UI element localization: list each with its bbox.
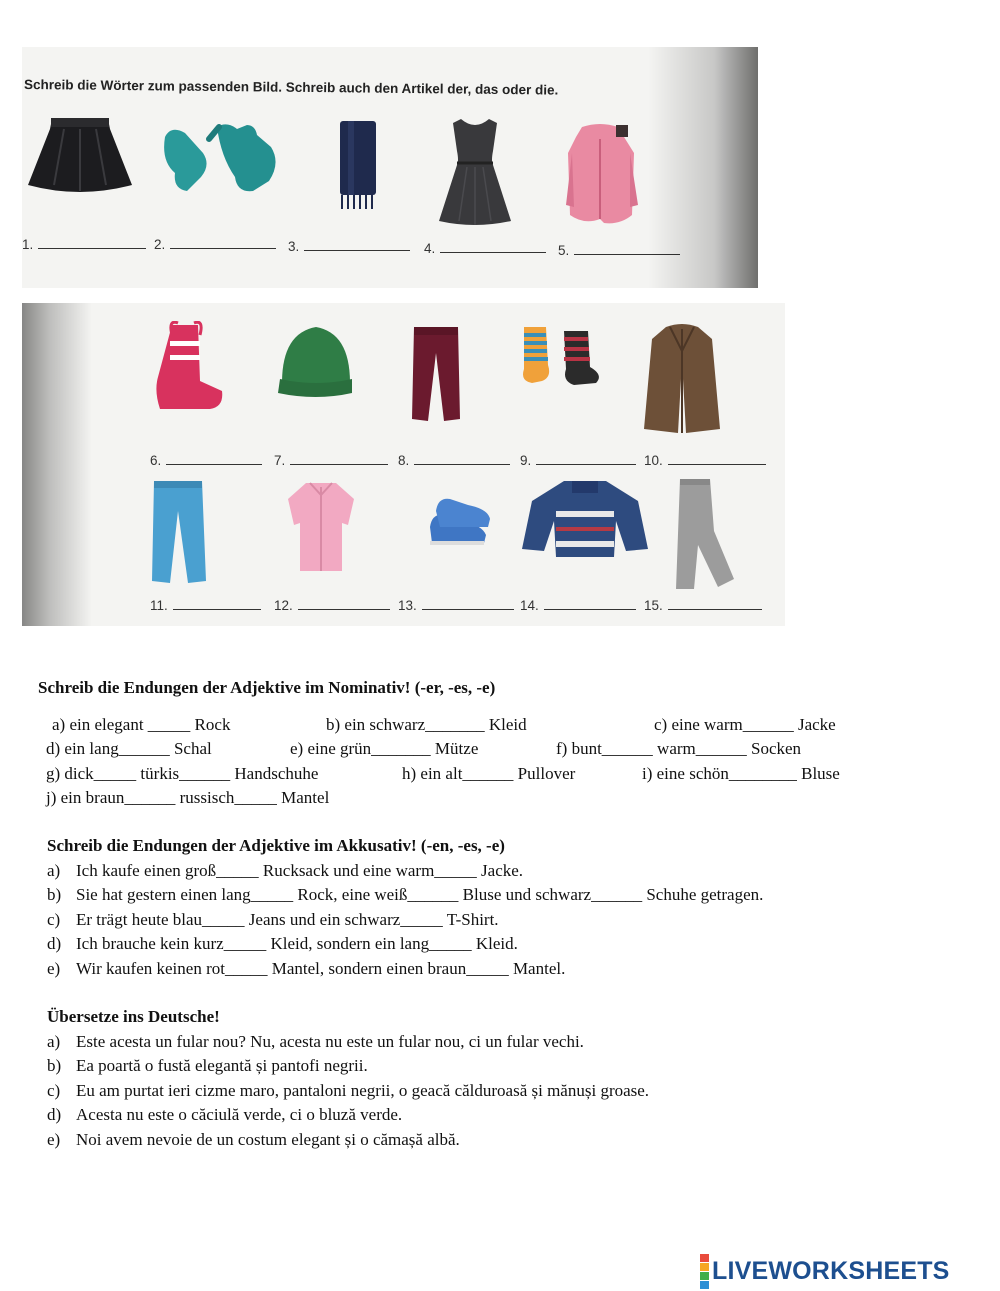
beanie-icon	[276, 323, 354, 397]
answer-blank-14[interactable]: 14.	[520, 598, 636, 613]
nominativ-row	[38, 713, 938, 738]
translate-section	[47, 1005, 947, 1152]
translate-item: c) Eu am purtat ieri cizme maro, pantaloni negrii, o geacă călduroasă și mănuși groase.	[47, 1080, 650, 1100]
nominativ-row	[38, 737, 938, 762]
vocabulary-image-top	[22, 47, 758, 288]
socks-icon	[518, 321, 614, 389]
answer-blank-6[interactable]: 6.	[150, 453, 262, 468]
akkusativ-section	[47, 834, 947, 981]
trousers-icon	[408, 323, 464, 427]
winter-boots-icon	[150, 321, 226, 413]
answer-blank-15[interactable]: 15.	[644, 598, 762, 613]
gloves-icon	[157, 117, 282, 195]
akkusativ-title: Schreib die Endungen der Adjektive im Akkusativ! (-en, -es, -e)	[47, 836, 505, 855]
answer-blank-3[interactable]: 3.	[288, 239, 410, 254]
skirt-icon	[24, 115, 136, 197]
nominativ-row	[38, 762, 938, 787]
jeans-icon	[148, 477, 208, 587]
answer-blank-7[interactable]: 7.	[274, 453, 388, 468]
answer-blank-4[interactable]: 4.	[424, 241, 546, 256]
nominativ-item-b: b) ein schwarz_______ Kleid	[326, 714, 527, 734]
nominativ-section	[38, 676, 938, 811]
jacket-icon	[560, 119, 642, 227]
answer-blank-1[interactable]: 1.	[22, 237, 146, 252]
nominativ-item-g: g) dick_____ türkis______ Handschuhe	[46, 763, 319, 783]
logo-blocks-icon	[700, 1254, 709, 1289]
blouse-icon	[284, 479, 358, 575]
nominativ-title: Schreib die Endungen der Adjektive im Nominativ! (-er, -es, -e)	[38, 678, 496, 697]
akkusativ-item: c) Er trägt heute blau_____ Jeans und ein schwarz_____ T-Shirt.	[47, 909, 499, 929]
grey-trousers-icon	[672, 475, 736, 593]
sneakers-icon	[426, 487, 494, 551]
nominativ-item-e: e) eine grün_______ Mütze	[290, 739, 479, 758]
coat-icon	[642, 321, 722, 437]
answer-blank-12[interactable]: 12.	[274, 598, 390, 613]
akkusativ-item: e) Wir kaufen keinen rot_____ Mantel, sondern einen braun_____ Mantel.	[47, 958, 566, 978]
translate-item: d) Acesta nu este o căciulă verde, ci o bluză verde.	[47, 1105, 403, 1124]
nominativ-item-c: c) eine warm______ Jacke	[654, 714, 836, 734]
liveworksheets-logo[interactable]	[700, 1256, 950, 1286]
akkusativ-item: a) Ich kaufe einen groß_____ Rucksack und eine warm_____ Jacke.	[47, 860, 524, 880]
nominativ-item-a: a) ein elegant _____ Rock	[52, 714, 231, 734]
translate-item: e) Noi avem nevoie de un costum elegant și o cămașă albă.	[47, 1129, 460, 1149]
logo-text: LIVEWORKSHEETS	[712, 1256, 950, 1285]
answer-blank-2[interactable]: 2.	[154, 237, 276, 252]
answer-blank-13[interactable]: 13.	[398, 598, 514, 613]
page-fold-shadow	[648, 47, 758, 288]
answer-blank-9[interactable]: 9.	[520, 453, 636, 468]
answer-blank-11[interactable]: 11.	[150, 598, 261, 613]
vocabulary-image-bottom	[22, 303, 785, 626]
akkusativ-item: b) Sie hat gestern einen lang_____ Rock, eine weiß______ Bluse und schwarz______ Schuhe getragen.	[47, 885, 764, 904]
nominativ-item-j: j) ein braun______ russisch_____ Mantel	[46, 788, 330, 807]
akkusativ-item: d) Ich brauche kein kurz_____ Kleid, sondern ein lang_____ Kleid.	[47, 934, 518, 953]
nominativ-item-d: d) ein lang______ Schal	[46, 739, 212, 758]
nominativ-row	[38, 786, 938, 811]
scarf-icon	[334, 119, 380, 211]
answer-blank-8[interactable]: 8.	[398, 453, 510, 468]
answer-blank-10[interactable]: 10.	[644, 453, 766, 468]
nominativ-item-h: h) ein alt______ Pullover	[402, 763, 576, 783]
page-fold-shadow	[22, 303, 92, 626]
nominativ-item-f: f) bunt______ warm______ Socken	[556, 739, 802, 758]
translate-item: b) Ea poartă o fustă elegantă și pantofi negrii.	[47, 1056, 368, 1075]
translate-title: Übersetze ins Deutsche!	[47, 1007, 220, 1026]
translate-item: a) Este acesta un fular nou? Nu, acesta nu este un fular nou, ci un fular vechi.	[47, 1031, 584, 1051]
sweater-icon	[520, 477, 650, 559]
answer-blank-5[interactable]: 5.	[558, 243, 680, 258]
vocabulary-instruction: Schreib die Wörter zum passenden Bild. Schreib auch den Artikel der, das oder die.	[23, 77, 559, 98]
dress-icon	[437, 117, 513, 227]
nominativ-item-i: i) eine schön________ Bluse	[642, 763, 840, 783]
